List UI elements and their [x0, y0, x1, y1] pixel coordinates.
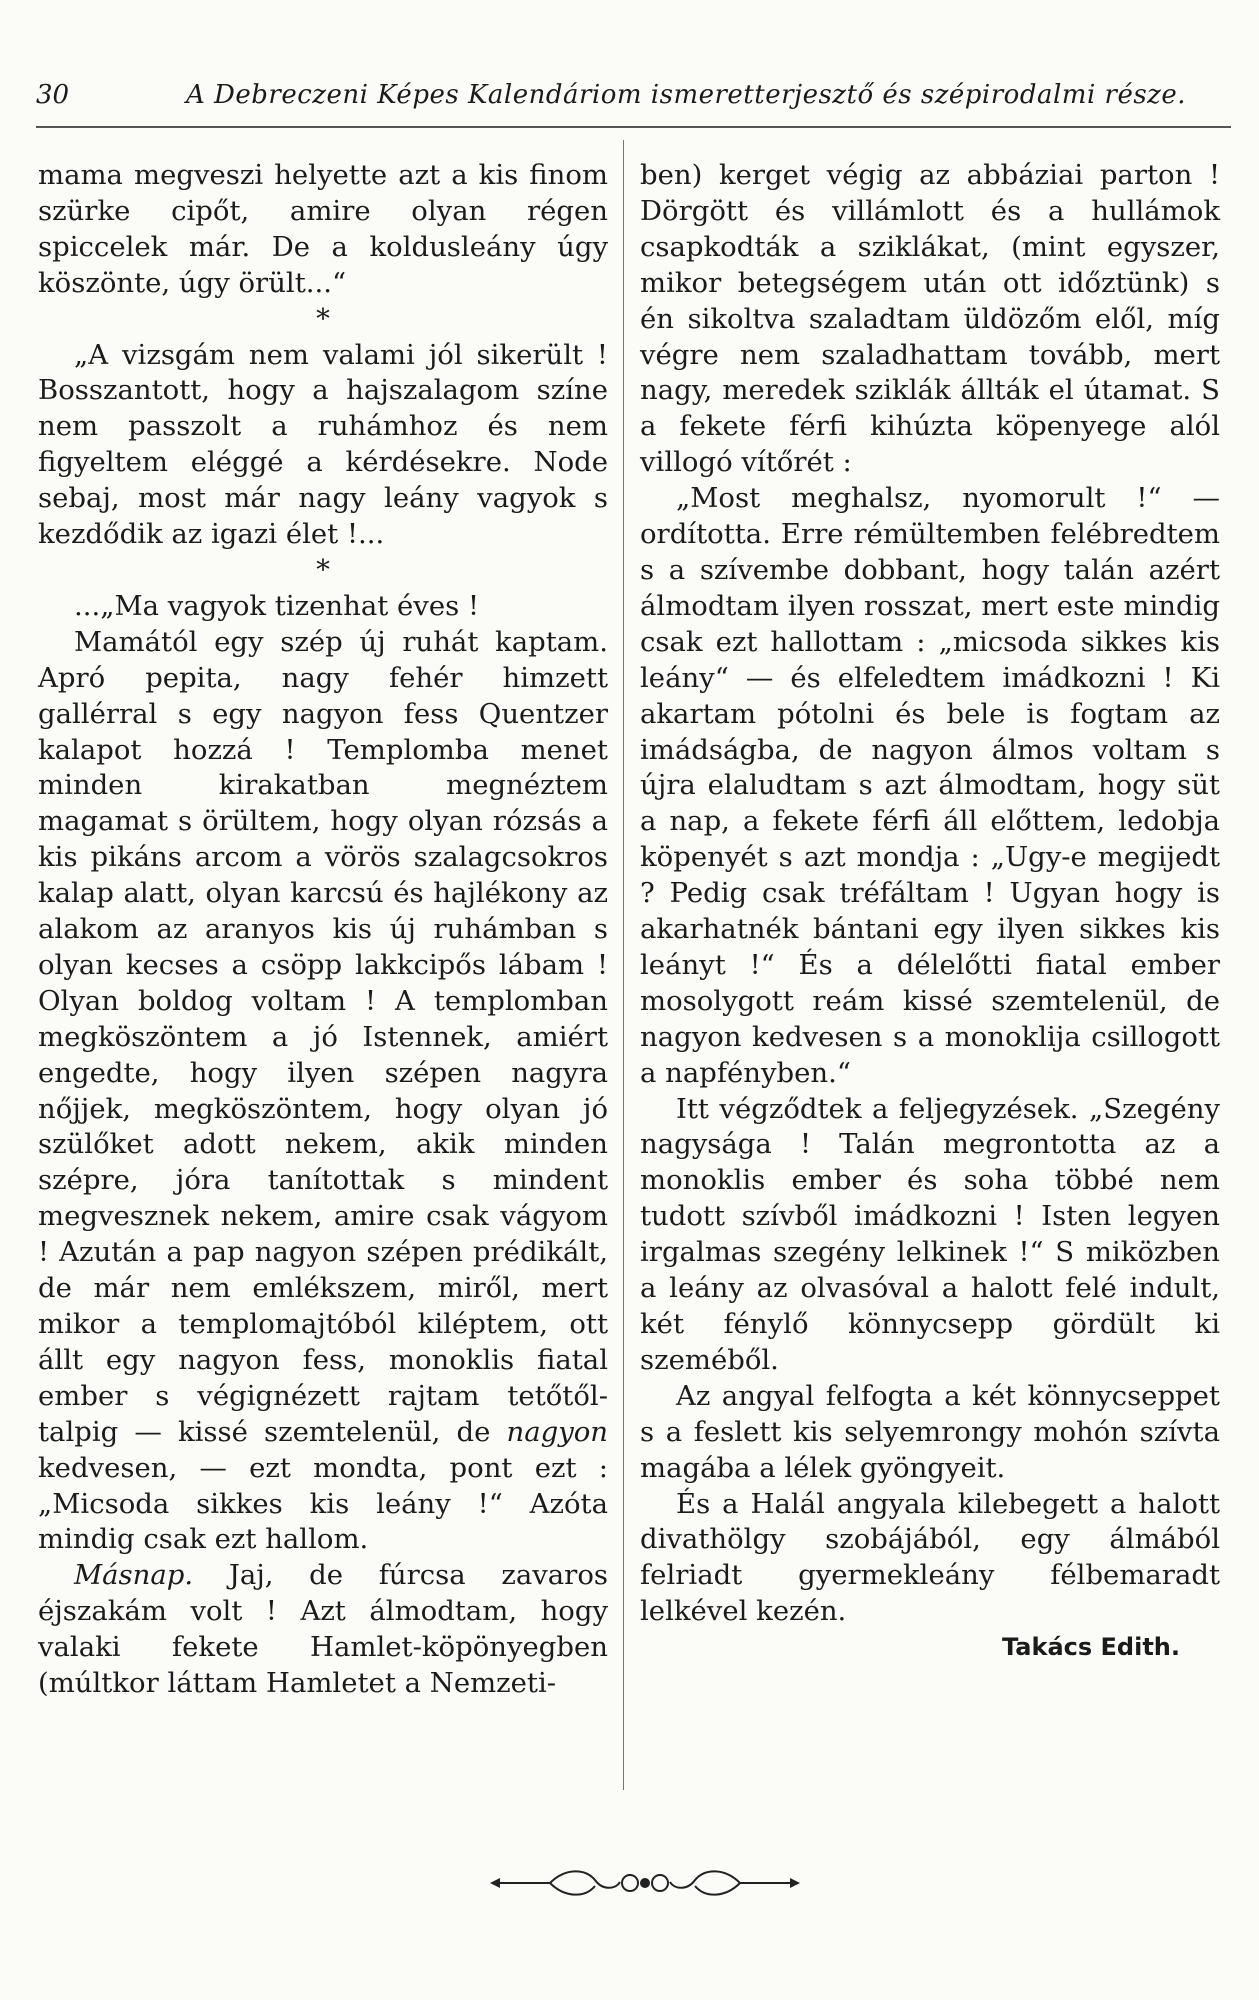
emphasis: Másnap.	[74, 1559, 194, 1592]
paragraph: mama megveszi helyette azt a kis finom szürke cipőt, amire olyan régen spiccelek már. De a koldusleány úgy köszönte, úgy örült...“	[38, 159, 608, 299]
page-header	[36, 80, 1226, 120]
paragraph-text: kedvesen, — ezt mondta, pont ezt : „Micsoda sikkes kis leány !“ Azóta mindig csak ezt hallom.	[38, 1451, 608, 1556]
paragraph	[38, 625, 608, 1559]
flourish-ornament-icon	[490, 1858, 800, 1908]
paragraph	[38, 1558, 608, 1702]
paragraph: Itt végződtek a feljegyzések. „Szegény nagysága ! Talán megrontotta az a monoklis ember és soha többé nem tudott szívből imádkozni ! Isten legyen irgalmas szegény lelkinek !“ S miközben a leány az olvasóval a halott felé indult, két fénylő könnycsepp gördült ki szeméből.	[640, 1092, 1220, 1376]
paragraph: ...„Ma vagyok tizenhat éves !	[74, 589, 480, 622]
column-divider	[623, 140, 624, 1790]
paragraph: És a Halál angyala kilebegett a halott divathölgy szobájából, egy álmából felriadt gyermekleány félbemaradt lelkével kezén.	[640, 1487, 1220, 1628]
paragraph-text: Jaj, de fúrcsa zavaros éjszakám volt ! Azt álmodtam, hogy valaki fekete Hamlet-köpönyegben (múltkor láttam Hamletet a Nemzeti-	[38, 1559, 608, 1700]
paragraph: Az angyal felfogta a két könnycseppet s a feslett kis selyemrongy mohón szívta magába a lélek gyöngyeit.	[640, 1379, 1220, 1484]
emphasis: nagyon	[506, 1415, 608, 1448]
paragraph-text: Mamától egy szép új ruhát kaptam. Apró pepita, nagy fehér himzett gallérral s egy nagyon fess Quentzer kalapot hozzá ! Templomba menet minden kirakatban megnéztem magamat s örültem, hogy olyan rózsás a kis pikáns arcom a vörös szalagcsokros kalap alatt, olyan karcsú és hajlékony az alakom az aranyos kis új ruhámban s olyan kecses a csöpp lakkcipős lábam ! Olyan boldog voltam ! A templomban megköszöntem a jó Istennek, amiért engedte, hogy ilyen szépen nagyra nőjjek, megköszöntem, hogy olyan jó szülőket adott nekem, akik minden szépre, jóra tanítottak s mindent megvesznek nekem, amire csak vágyom ! Azután a pap nagyon szépen prédikált, de már nem emlékszem, miről, mert mikor a templomajtóból kiléptem, ott állt egy nagyon fess, monoklis fiatal ember s végignézett rajtam tetőtől-talpig — kissé szemtelenül, de	[38, 625, 608, 1448]
paragraph: ben) kerget végig az abbáziai parton ! Dörgött és villámlott és a hullámok csapkodták a sziklákat, (mint egyszer, mikor betegségem után ott időztünk) s én sikoltva szaladtam üldözőm elől, míg végre nem szaladhattam tovább, mert nagy, meredek sziklák állták el útamat. S a fekete férfi kihúzta köpenyege alól villogó vítőrét :	[640, 159, 1220, 479]
section-divider-asterisk: *	[316, 302, 330, 335]
header-rule	[36, 126, 1231, 128]
author-signature: Takács Edith.	[1002, 1633, 1180, 1662]
paragraph: „Most meghalsz, nyomorult !“ — ordította. Erre rémültemben felébredtem s a szívembe dobbant, hogy talán azért álmodtam ilyen rosszat, mert este mindig csak ezt hallottam : „micsoda sikkes kis leány“ — és elfeledtem imádkozni ! Ki akartam pótolni és bele is fogtam az imádságba, de nagyon álmos voltam s újra elaludtam s azt álmodtam, hogy süt a nap, a fekete férfi áll előttem, ledobja köpenyét s azt mondja : „Ugy-e megijedt ? Pedig csak tréfáltam ! Ugyan hogy is akarhatnék bántani egy ilyen sikkes kis leányt !“ És a délelőtti fiatal ember mosolygott reám kissé szemtelenül, de nagyon kedvesen s a monoklija csillogott a napfényben.“	[640, 482, 1220, 1089]
page-number: 30	[36, 80, 70, 110]
right-column	[640, 158, 1220, 1666]
section-divider-asterisk: *	[316, 553, 330, 586]
left-column	[38, 158, 608, 1702]
paragraph: „A vizsgám nem valami jól sikerült ! Bosszantott, hogy a hajszalagom színe nem passzolt a ruhámhoz és nem figyeltem eléggé a kérdésekre. Node sebaj, most már nagy leány vagyok s kezdődik az igazi élet !...	[38, 338, 608, 551]
running-head: A Debreczeni Képes Kalendáriom ismeretterjesztő és szépirodalmi része.	[186, 80, 1187, 110]
